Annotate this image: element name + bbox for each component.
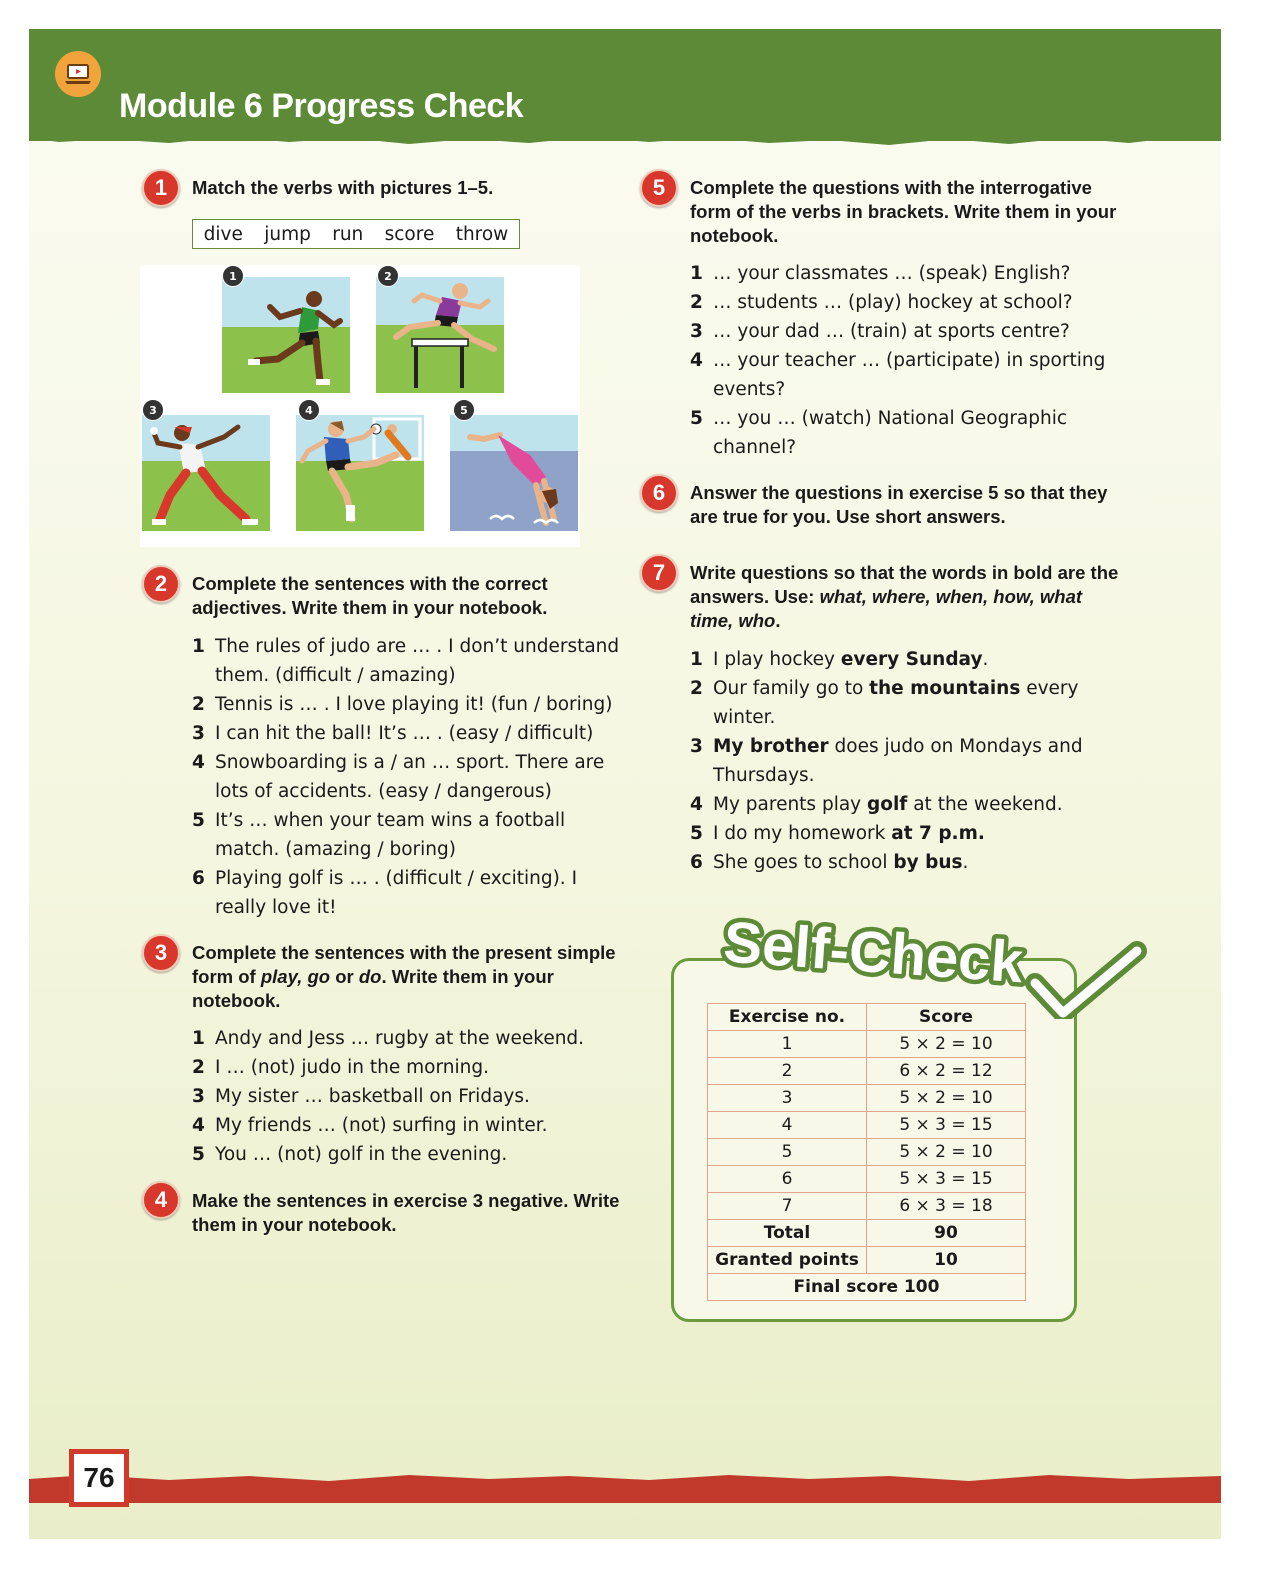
list-item: 1 The rules of judo are … . I don’t understand them. (difficult / amazing): [192, 636, 620, 686]
pictures-panel: [140, 265, 580, 547]
picture-runner: [222, 277, 350, 393]
word: run: [332, 223, 364, 245]
exercise-number-badge: 2: [142, 565, 180, 603]
table-row: 5 5 × 2 = 10: [708, 1139, 1026, 1166]
page: [29, 29, 1221, 1539]
word: score: [384, 223, 435, 245]
list-item: 3 My sister … basketball on Fridays.: [192, 1086, 530, 1107]
list-item: 5 I do my homework at 7 p.m.: [690, 823, 985, 844]
picture-hurdler: [376, 277, 504, 393]
table-row: 7 6 × 3 = 18: [708, 1193, 1026, 1220]
table-row: 2 6 × 2 = 12: [708, 1058, 1026, 1085]
word: jump: [264, 223, 311, 245]
exercise-instruction: Match the verbs with pictures 1–5.: [192, 177, 494, 198]
picture-number: 2: [377, 265, 399, 287]
score-table: [707, 1003, 1026, 1301]
list-item: 3 I can hit the ball! It’s … . (easy / difficult): [192, 723, 594, 744]
picture-number: 4: [298, 399, 320, 421]
column-header: Score: [867, 1004, 1026, 1031]
picture-number: 3: [142, 399, 164, 421]
exercise-instruction: Complete the sentences with the present simple form of play, go or do. Write them in your notebook.: [192, 942, 616, 1011]
exercise-list: [192, 1024, 622, 1169]
exercise-instruction: Answer the questions in exercise 5 so that they are true for you. Use short answers.: [690, 482, 1108, 527]
self-check-heading: Self-Check: [721, 909, 1026, 996]
list-item: 6 She goes to school by bus.: [690, 852, 969, 873]
word-box: [192, 219, 520, 249]
list-item: 1 I play hockey every Sunday.: [690, 649, 989, 670]
exercise-list: [690, 645, 1120, 877]
table-header-row: [708, 1004, 1026, 1031]
exercise-number-badge: 3: [142, 934, 180, 972]
exercise-number-badge: 7: [640, 554, 678, 592]
exercise-number-badge: 4: [142, 1181, 180, 1219]
exercise-number-badge: 6: [640, 474, 678, 512]
picture-thrower: [142, 415, 270, 531]
exercise-instruction: Write questions so that the words in bold are the answers. Use: what, where, when, how, what time, who.: [690, 562, 1119, 631]
total-row: Total 90: [708, 1220, 1026, 1247]
table-row: 3 5 × 2 = 10: [708, 1085, 1026, 1112]
exercise-number-badge: 5: [640, 169, 678, 207]
list-item: 4 Snowboarding is a / an … sport. There are lots of accidents. (easy / dangerous): [192, 752, 605, 802]
table-row: 1 5 × 2 = 10: [708, 1031, 1026, 1058]
list-item: 3 My brother does judo on Mondays and Thursdays.: [690, 736, 1083, 786]
list-item: 5 You … (not) golf in the evening.: [192, 1144, 508, 1165]
table-row: 6 5 × 3 = 15: [708, 1166, 1026, 1193]
table-row: 4 5 × 3 = 15: [708, 1112, 1026, 1139]
picture-number: 5: [453, 399, 475, 421]
granted-row: Granted points 10: [708, 1247, 1026, 1274]
list-item: 4 My friends … (not) surfing in winter.: [192, 1115, 548, 1136]
picture-number: 1: [222, 265, 244, 287]
final-row: Final score 100: [708, 1274, 1026, 1301]
list-item: 4 My parents play golf at the weekend.: [690, 794, 1063, 815]
list-item: 1 Andy and Jess … rugby at the weekend.: [192, 1028, 585, 1049]
page-number: 76: [69, 1449, 129, 1507]
list-item: 5 It’s … when your team wins a football match. (amazing / boring): [192, 810, 566, 860]
picture-footballer: [296, 415, 424, 531]
word: throw: [455, 223, 509, 245]
laptop-icon: [55, 51, 101, 97]
list-item: 3 … your dad … (train) at sports centre?: [690, 321, 1070, 342]
exercise-instruction: Make the sentences in exercise 3 negative. Write them in your notebook.: [192, 1190, 620, 1235]
list-item: 2 Tennis is … . I love playing it! (fun / boring): [192, 694, 613, 715]
column-header: Exercise no.: [708, 1004, 867, 1031]
list-item: 4 … your teacher … (participate) in sporting events?: [690, 350, 1106, 400]
list-item: 6 Playing golf is … . (difficult / exciting). I really love it!: [192, 868, 578, 918]
exercise-list: [192, 632, 622, 922]
list-item: 2 I … (not) judo in the morning.: [192, 1057, 489, 1078]
exercise-number-badge: 1: [142, 169, 180, 207]
list-item: 5 … you … (watch) National Geographic channel?: [690, 408, 1068, 458]
exercise-instruction: Complete the questions with the interrogative form of the verbs in brackets. Write them in your notebook.: [690, 177, 1117, 246]
list-item: 2 … students … (play) hockey at school?: [690, 292, 1073, 313]
footer-band: [29, 1473, 1221, 1503]
page-title: Module 6 Progress Check: [119, 87, 524, 125]
exercise-instruction: Complete the sentences with the correct adjectives. Write them in your notebook.: [192, 573, 548, 618]
list-item: 1 … your classmates … (speak) English?: [690, 263, 1071, 284]
exercise-list: [690, 259, 1120, 462]
picture-diver: [450, 415, 578, 531]
word: dive: [203, 223, 243, 245]
header-banner: [29, 29, 1221, 141]
list-item: 2 Our family go to the mountains every winter.: [690, 678, 1079, 728]
